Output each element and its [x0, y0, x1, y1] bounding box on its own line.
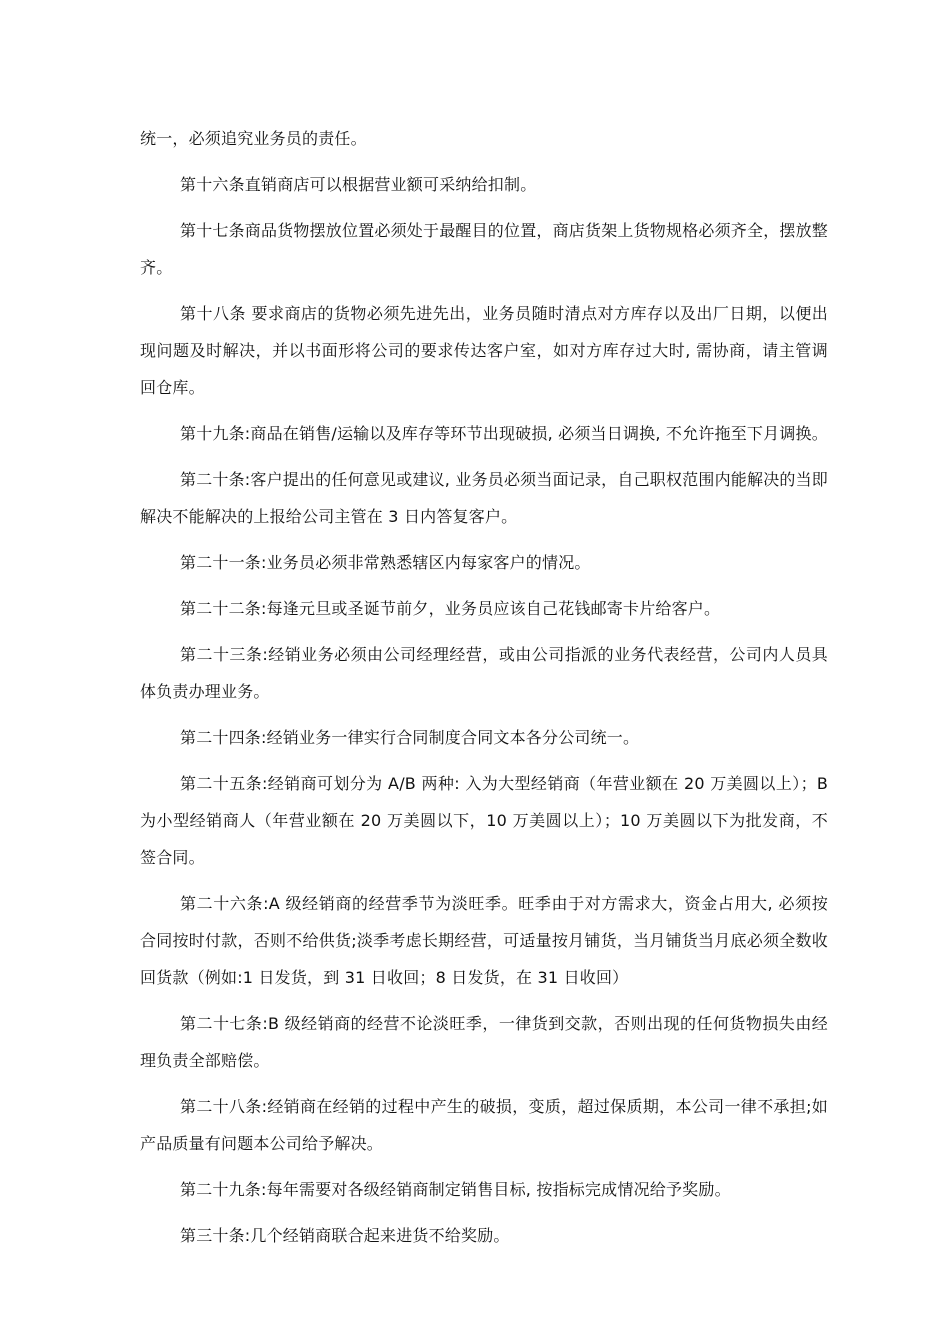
document-body: [140, 120, 828, 1263]
article-29: 第二十九条:每年需要对各级经销商制定销售目标, 按指标完成情况给予奖励。: [180, 1180, 731, 1199]
paragraph-continuation: 统一，必须追究业务员的责任。: [140, 129, 367, 148]
article-25: 第二十五条:经销商可划分为 A/B 两种: 入为大型经销商（年营业额在 20 万美圆以上）；B 为小型经销商人（年营业额在 20 万美圆以下，10 万美圆以上）；10 万美圆以下为批发商，不签合同。: [140, 774, 828, 867]
article-30: 第三十条:几个经销商联合起来进货不给奖励。: [180, 1226, 510, 1245]
article-19: 第十九条:商品在销售/运输以及库存等环节出现破损, 必须当日调换, 不允许拖至下月调换。: [180, 424, 828, 443]
article-26: 第二十六条:A 级经销商的经营季节为淡旺季。旺季由于对方需求大，资金占用大, 必须按合同按时付款，否则不给供货;淡季考虑长期经营，可适量按月铺货，当月铺货当月底必须全数收回货款（例如:1 日发货，到 31 日收回；8 日发货，在 31 日收回）: [140, 894, 828, 987]
article-17: 第十七条商品货物摆放位置必须处于最醒目的位置，商店货架上货物规格必须齐全，摆放整齐。: [140, 221, 829, 277]
article-20: 第二十条:客户提出的任何意见或建议, 业务员必须当面记录，自己职权范围内能解决的当即解决不能解决的上报给公司主管在 3 日内答复客户。: [140, 470, 828, 526]
article-28: 第二十八条:经销商在经销的过程中产生的破损，变质，超过保质期，本公司一律不承担;如产品质量有问题本公司给予解决。: [140, 1097, 828, 1153]
article-23: 第二十三条:经销业务必须由公司经理经营，或由公司指派的业务代表经营，公司内人员具体负责办理业务。: [140, 645, 828, 701]
article-24: 第二十四条:经销业务一律实行合同制度合同文本各分公司统一。: [180, 728, 640, 747]
article-22: 第二十二条:每逢元旦或圣诞节前夕，业务员应该自己花钱邮寄卡片给客户。: [180, 599, 721, 618]
article-18: 第十八条 要求商店的货物必须先进先出，业务员随时清点对方库存以及出厂日期，以便出现问题及时解决，并以书面形将公司的要求传达客户室，如对方库存过大时, 需协商，请主管调回仓库。: [140, 304, 828, 397]
article-27: 第二十七条:B 级经销商的经营不论淡旺季，一律货到交款，否则出现的任何货物损失由经理负责全部赔偿。: [140, 1014, 828, 1070]
article-21: 第二十一条:业务员必须非常熟悉辖区内每家客户的情况。: [180, 553, 591, 572]
article-16: 第十六条直销商店可以根据营业额可采纳给扣制。: [180, 175, 537, 194]
